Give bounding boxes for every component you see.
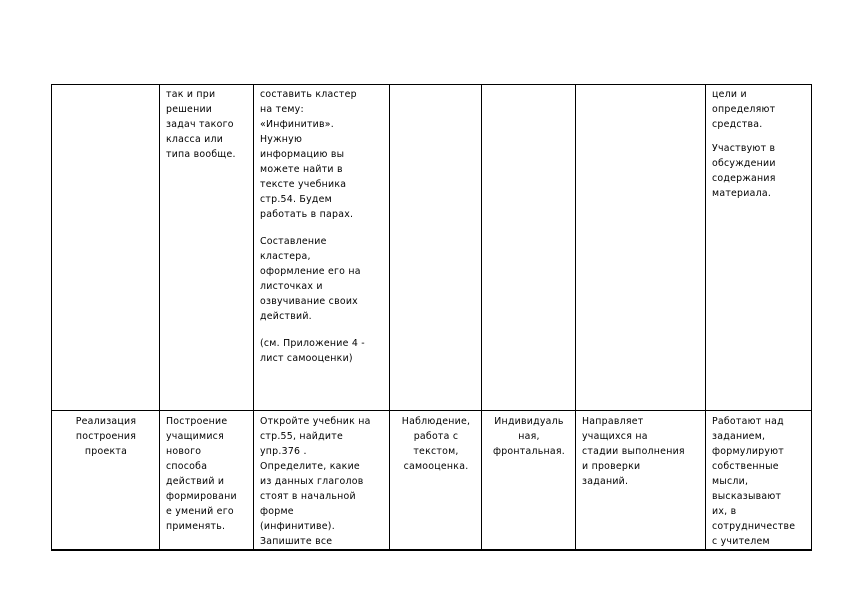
table-row	[52, 85, 812, 411]
cell-text: Направляет учащихся на стадии выполнения и проверки заданий.	[582, 416, 685, 487]
table-cell	[52, 85, 160, 411]
stage-name: Реализация построения проекта	[75, 416, 137, 457]
table-cell	[160, 85, 254, 411]
cell-text: (см. Приложение 4 - лист самооценки)	[260, 338, 365, 364]
table-cell	[576, 85, 706, 411]
table-cell	[254, 411, 390, 551]
table-cell	[160, 411, 254, 551]
lesson-plan-table	[51, 84, 812, 551]
table-cell	[706, 411, 812, 551]
cell-text: так и при решении задач такого класса или типа вообще.	[166, 89, 236, 160]
table-cell	[390, 85, 482, 411]
table-cell	[576, 411, 706, 551]
table-cell	[254, 85, 390, 411]
table-cell	[390, 411, 482, 551]
cell-text: цели и определяют средства.	[712, 89, 776, 130]
cell-text: Построение учащимися нового способа действий и формировани е умений его применять.	[166, 416, 237, 532]
cell-text: составить кластер на тему: «Инфинитив». Нужную информацию вы можете найти в тексте учебника стр.54. Будем работать в парах.	[260, 89, 357, 220]
cell-text: Наблюдение, работа с текстом, самооценка.	[401, 416, 471, 472]
cell-text: Работают над заданием, формулируют собственные мысли, высказывают их, в сотрудничестве с учителем	[712, 416, 796, 547]
cell-text: Откройте учебник на стр.55, найдите упр.376 . Определите, какие из данных глаголов стоят в начальной форме (инфинитиве). Запишите все	[260, 416, 371, 547]
table-cell	[482, 85, 576, 411]
table-cell	[482, 411, 576, 551]
cell-text: Участвуют в обсуждении содержания материала.	[712, 143, 776, 199]
table-cell	[706, 85, 812, 411]
cell-text: Индивидуаль ная, фронтальная.	[492, 416, 566, 457]
table-row	[52, 411, 812, 551]
table-cell	[52, 411, 160, 551]
cell-text: Составление кластера, оформление его на листочках и озвучивание своих действий.	[260, 236, 361, 322]
